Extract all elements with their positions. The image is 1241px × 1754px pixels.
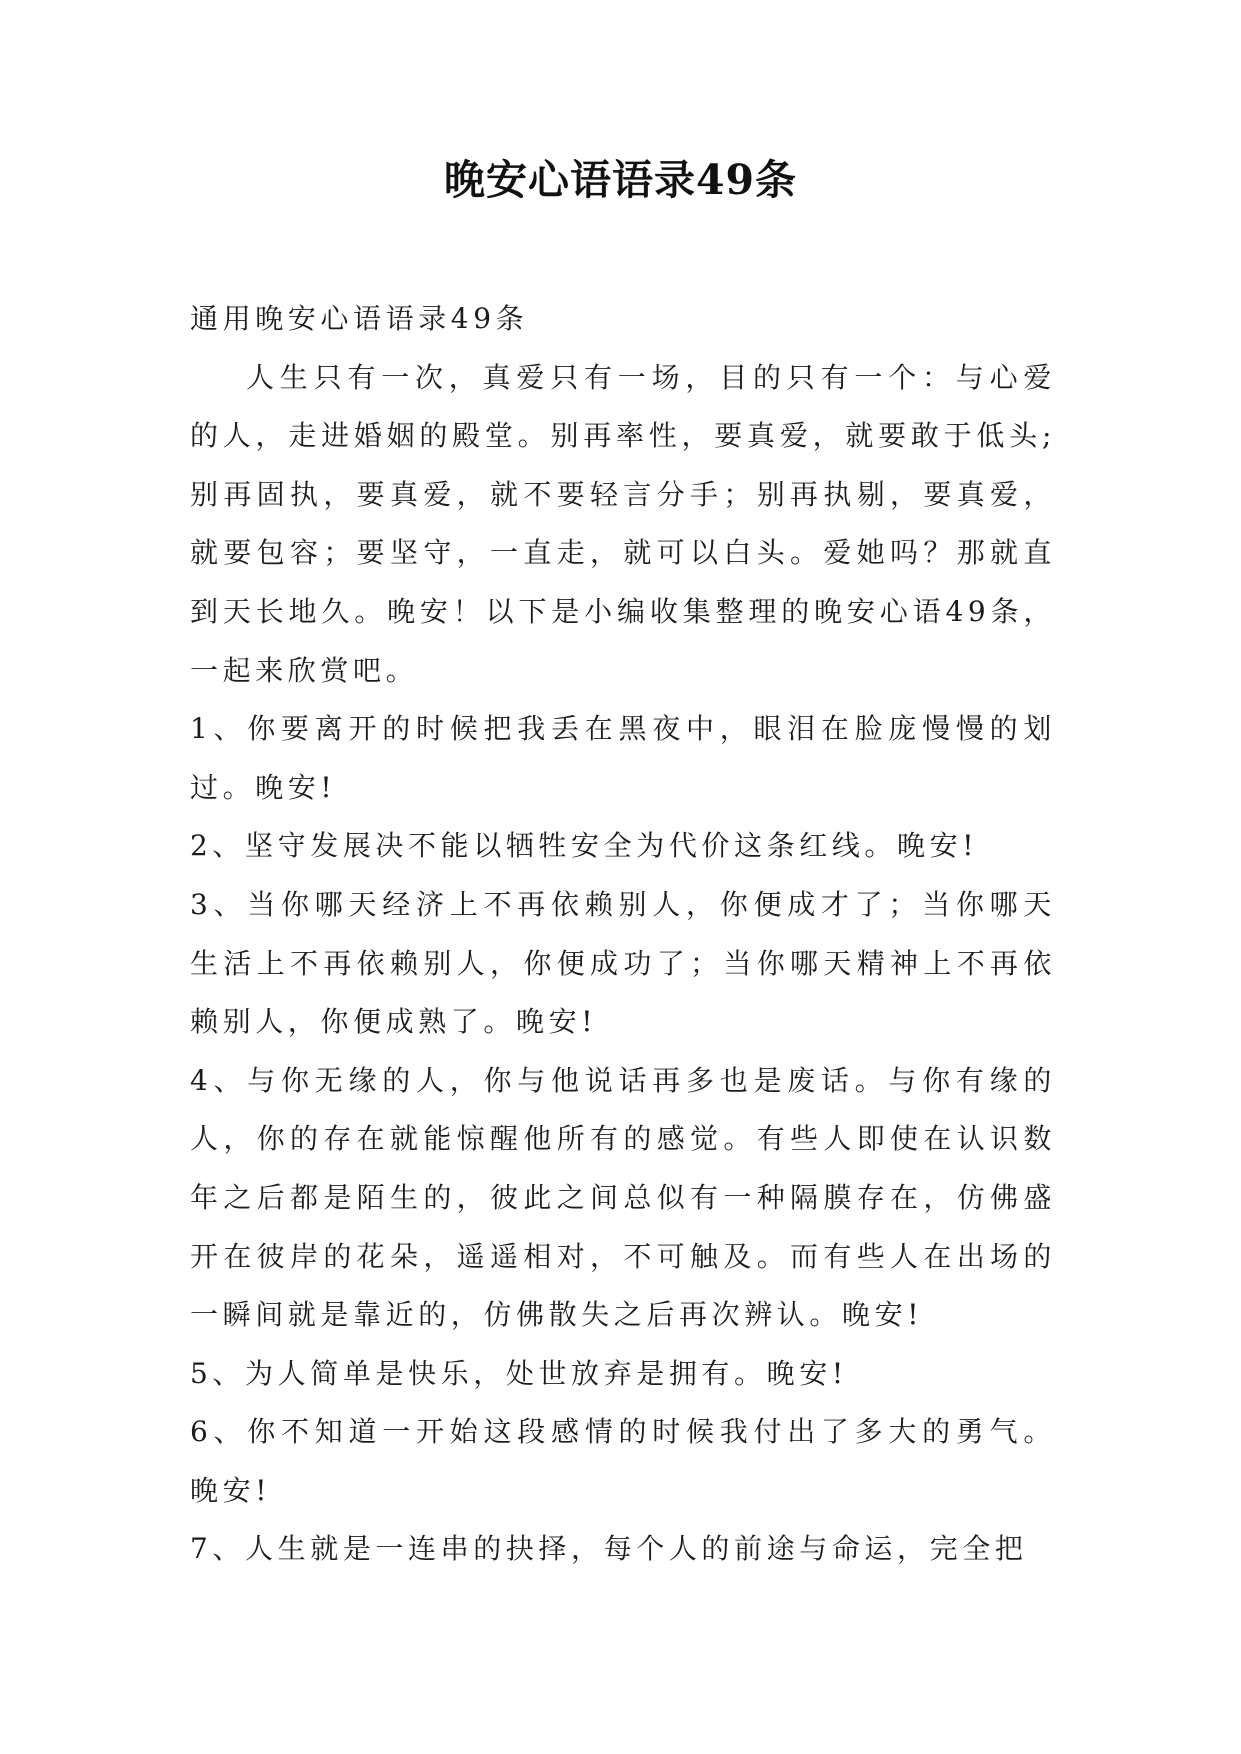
document-subtitle: 通用晚安心语语录49条: [190, 302, 529, 335]
list-item: 5、为人简单是快乐，处世放弃是拥有。晚安!: [190, 1356, 848, 1390]
list-item: 2、坚守发展决不能以牺牲安全为代价这条红线。晚安!: [190, 829, 979, 863]
list-item: 4、与你无缘的人，你与他说话再多也是废话。与你有缘的人，你的存在就能惊醒他所有的感觉。有些人即使在认识数年之后都是陌生的，彼此之间总似有一种隔膜存在，仿佛盛开在彼岸的花朵，遥遥相对，不可触及。而有些人在出场的一瞬间就是靠近的，仿佛散失之后再次辨认。晚安!: [190, 1063, 1056, 1332]
list-item: 1、你要离开的时候把我丢在黑夜中，眼泪在脸庞慢慢的划过。晚安!: [190, 712, 1056, 804]
intro-paragraph: 人生只有一次，真爱只有一场，目的只有一个：与心爱的人，走进婚姻的殿堂。别再率性，要真爱，就要敢于低头;别再固执，要真爱，就不要轻言分手；别再执剔，要真爱，就要包容；要坚守，一直走，就可以白头。爱她吗？那就直到天长地久。晚安！以下是小编收集整理的晚安心语49条，一起来欣赏吧。: [190, 360, 1056, 687]
list-item: 6、你不知道一开始这段感情的时候我付出了多大的勇气。晚安!: [190, 1415, 1056, 1507]
list-item: 3、当你哪天经济上不再依赖别人，你便成才了；当你哪天生活上不再依赖别人，你便成功了；当你哪天精神上不再依赖别人，你便成熟了。晚安!: [190, 887, 1056, 1039]
list-item: 7、人生就是一连串的抉择，每个人的前途与命运，完全把: [190, 1532, 1028, 1566]
document-body: [190, 290, 1056, 1579]
document-title: 晚安心语语录49条: [443, 156, 798, 204]
